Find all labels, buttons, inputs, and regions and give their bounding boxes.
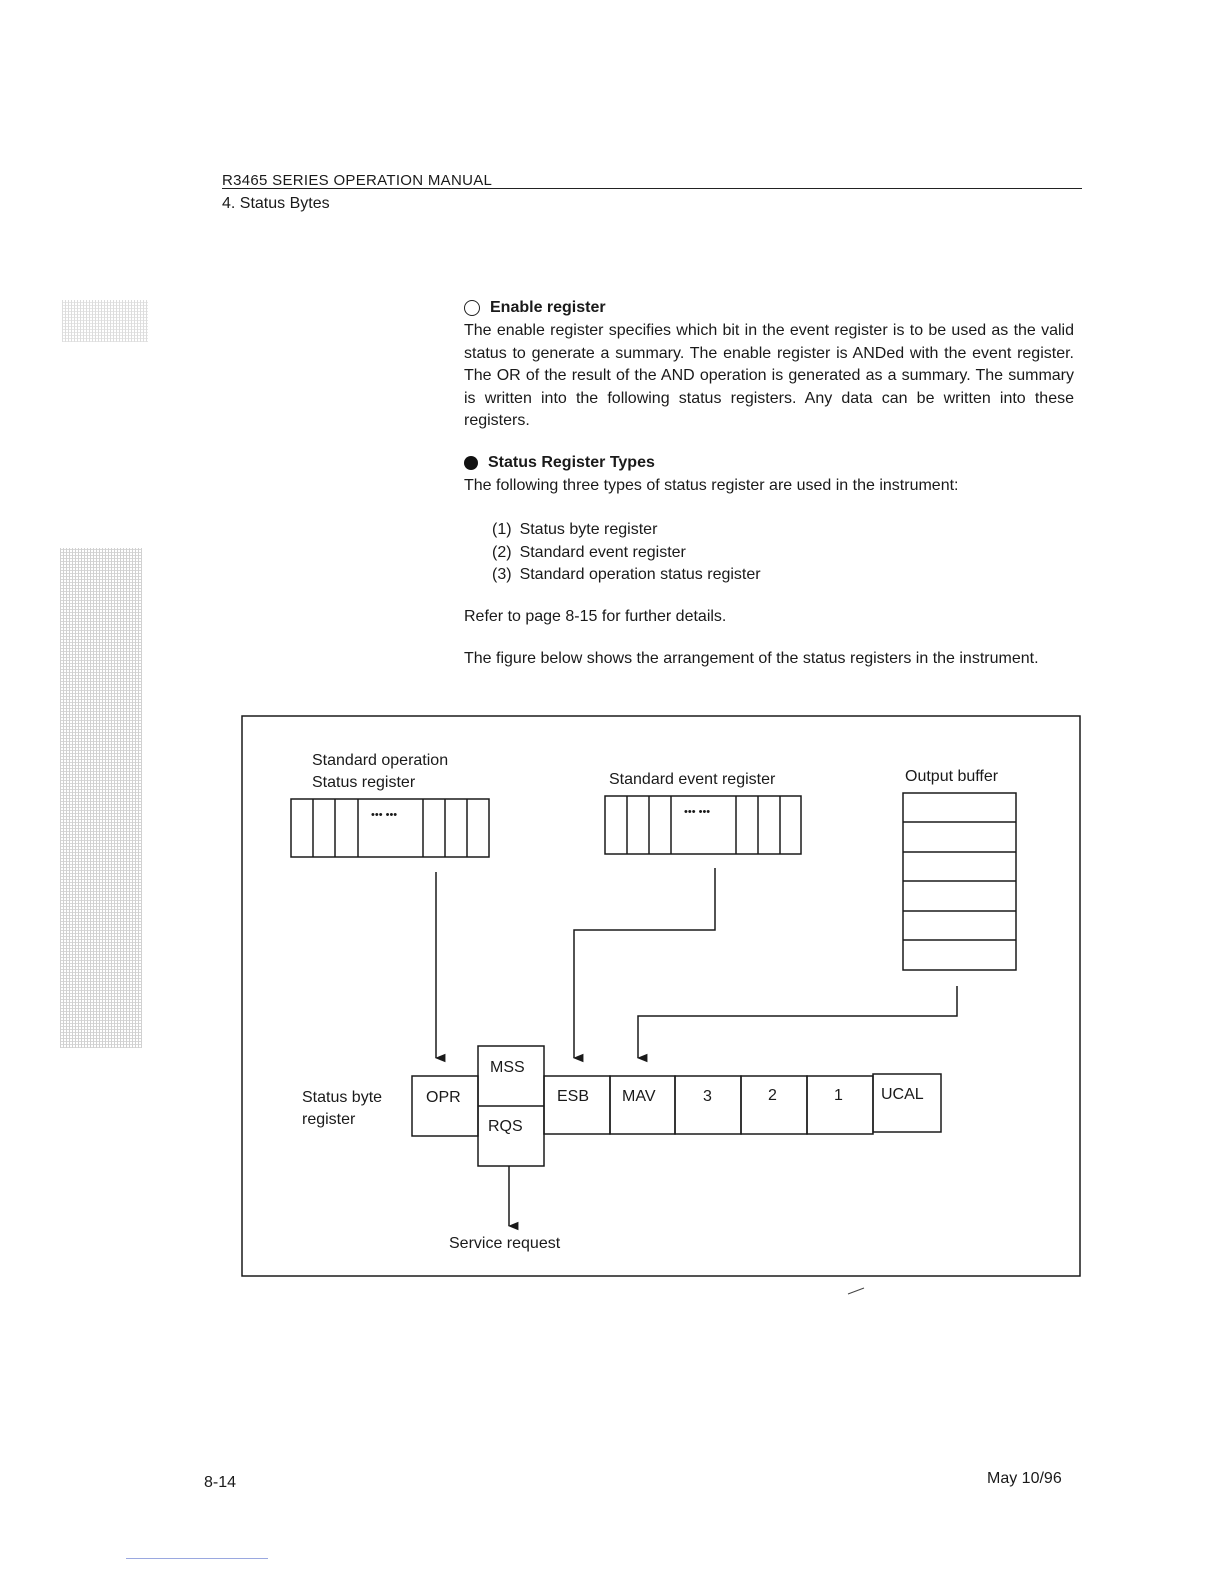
register-types-heading-text: Status Register Types <box>488 454 655 471</box>
std-operation-label-1: Standard operation <box>312 752 449 769</box>
std-event-ellipsis: ••• ••• <box>684 806 711 818</box>
scan-mark <box>848 1288 864 1294</box>
bit-3 <box>675 1076 741 1134</box>
enable-register-heading-text: Enable register <box>490 299 606 316</box>
std-event-register-box <box>605 796 801 854</box>
refer-text: Refer to page 8-15 for further details. <box>464 608 727 625</box>
connector-lines <box>436 868 957 1226</box>
bit-esb <box>544 1076 610 1134</box>
bottom-rule <box>126 1558 268 1559</box>
output-buffer-label: Output buffer <box>905 768 999 785</box>
figure-frame <box>242 716 1080 1276</box>
page-number: 8-14 <box>204 1474 237 1491</box>
list-item-text: Status byte register <box>519 521 658 538</box>
bit-ucal <box>873 1074 941 1132</box>
bit-ucal-label: UCAL <box>881 1086 924 1103</box>
std-operation-register-box <box>291 799 489 857</box>
manual-title: R3465 SERIES OPERATION MANUAL <box>222 172 493 189</box>
std-event-label: Standard event register <box>609 771 776 788</box>
enable-register-paragraph: The enable register specifies which bit in the event register is to be used as the valid status to generate a summary. The enable register is ANDed with the event register. The OR of the result of the AND operation is generated as a summary. The summary is written into the following status registers. Any data can be written into these registers. <box>464 322 1074 429</box>
list-item-text: Standard event register <box>519 543 686 561</box>
std-operation-ellipsis: ••• ••• <box>371 809 398 821</box>
bit-mav <box>610 1076 675 1134</box>
revision-date: May 10/96 <box>987 1470 1062 1487</box>
service-request-label: Service request <box>449 1235 561 1252</box>
std-operation-label-2: Status register <box>312 774 416 791</box>
register-types-intro: The following three types of status register are used in the instrument: <box>464 477 959 494</box>
section-title: 4. Status Bytes <box>222 195 330 212</box>
bit-esb-label: ESB <box>557 1088 590 1105</box>
bit-2 <box>741 1076 807 1134</box>
bit-1-label: 1 <box>834 1087 843 1104</box>
bit-mss-label: MSS <box>490 1059 525 1076</box>
status-byte-label-2: register <box>302 1111 356 1128</box>
bit-1 <box>807 1076 873 1134</box>
bit-2-label: 2 <box>768 1087 777 1104</box>
list-item-number: (2) <box>492 543 512 561</box>
list-item-number: (3) <box>492 566 512 583</box>
list-item-number: (1) <box>492 521 512 538</box>
bit-3-label: 3 <box>703 1088 712 1105</box>
status-byte-label-1: Status byte <box>302 1089 383 1106</box>
bit-rqs-label: RQS <box>488 1118 523 1135</box>
bit-opr-label: OPR <box>426 1089 461 1106</box>
figure-intro: The figure below shows the arrangement of the status registers in the instrument. <box>464 650 1039 667</box>
bit-mav-label: MAV <box>622 1088 656 1105</box>
output-buffer-box <box>903 793 1016 970</box>
list-item-text: Standard operation status register <box>519 566 761 583</box>
bit-opr <box>412 1076 478 1136</box>
